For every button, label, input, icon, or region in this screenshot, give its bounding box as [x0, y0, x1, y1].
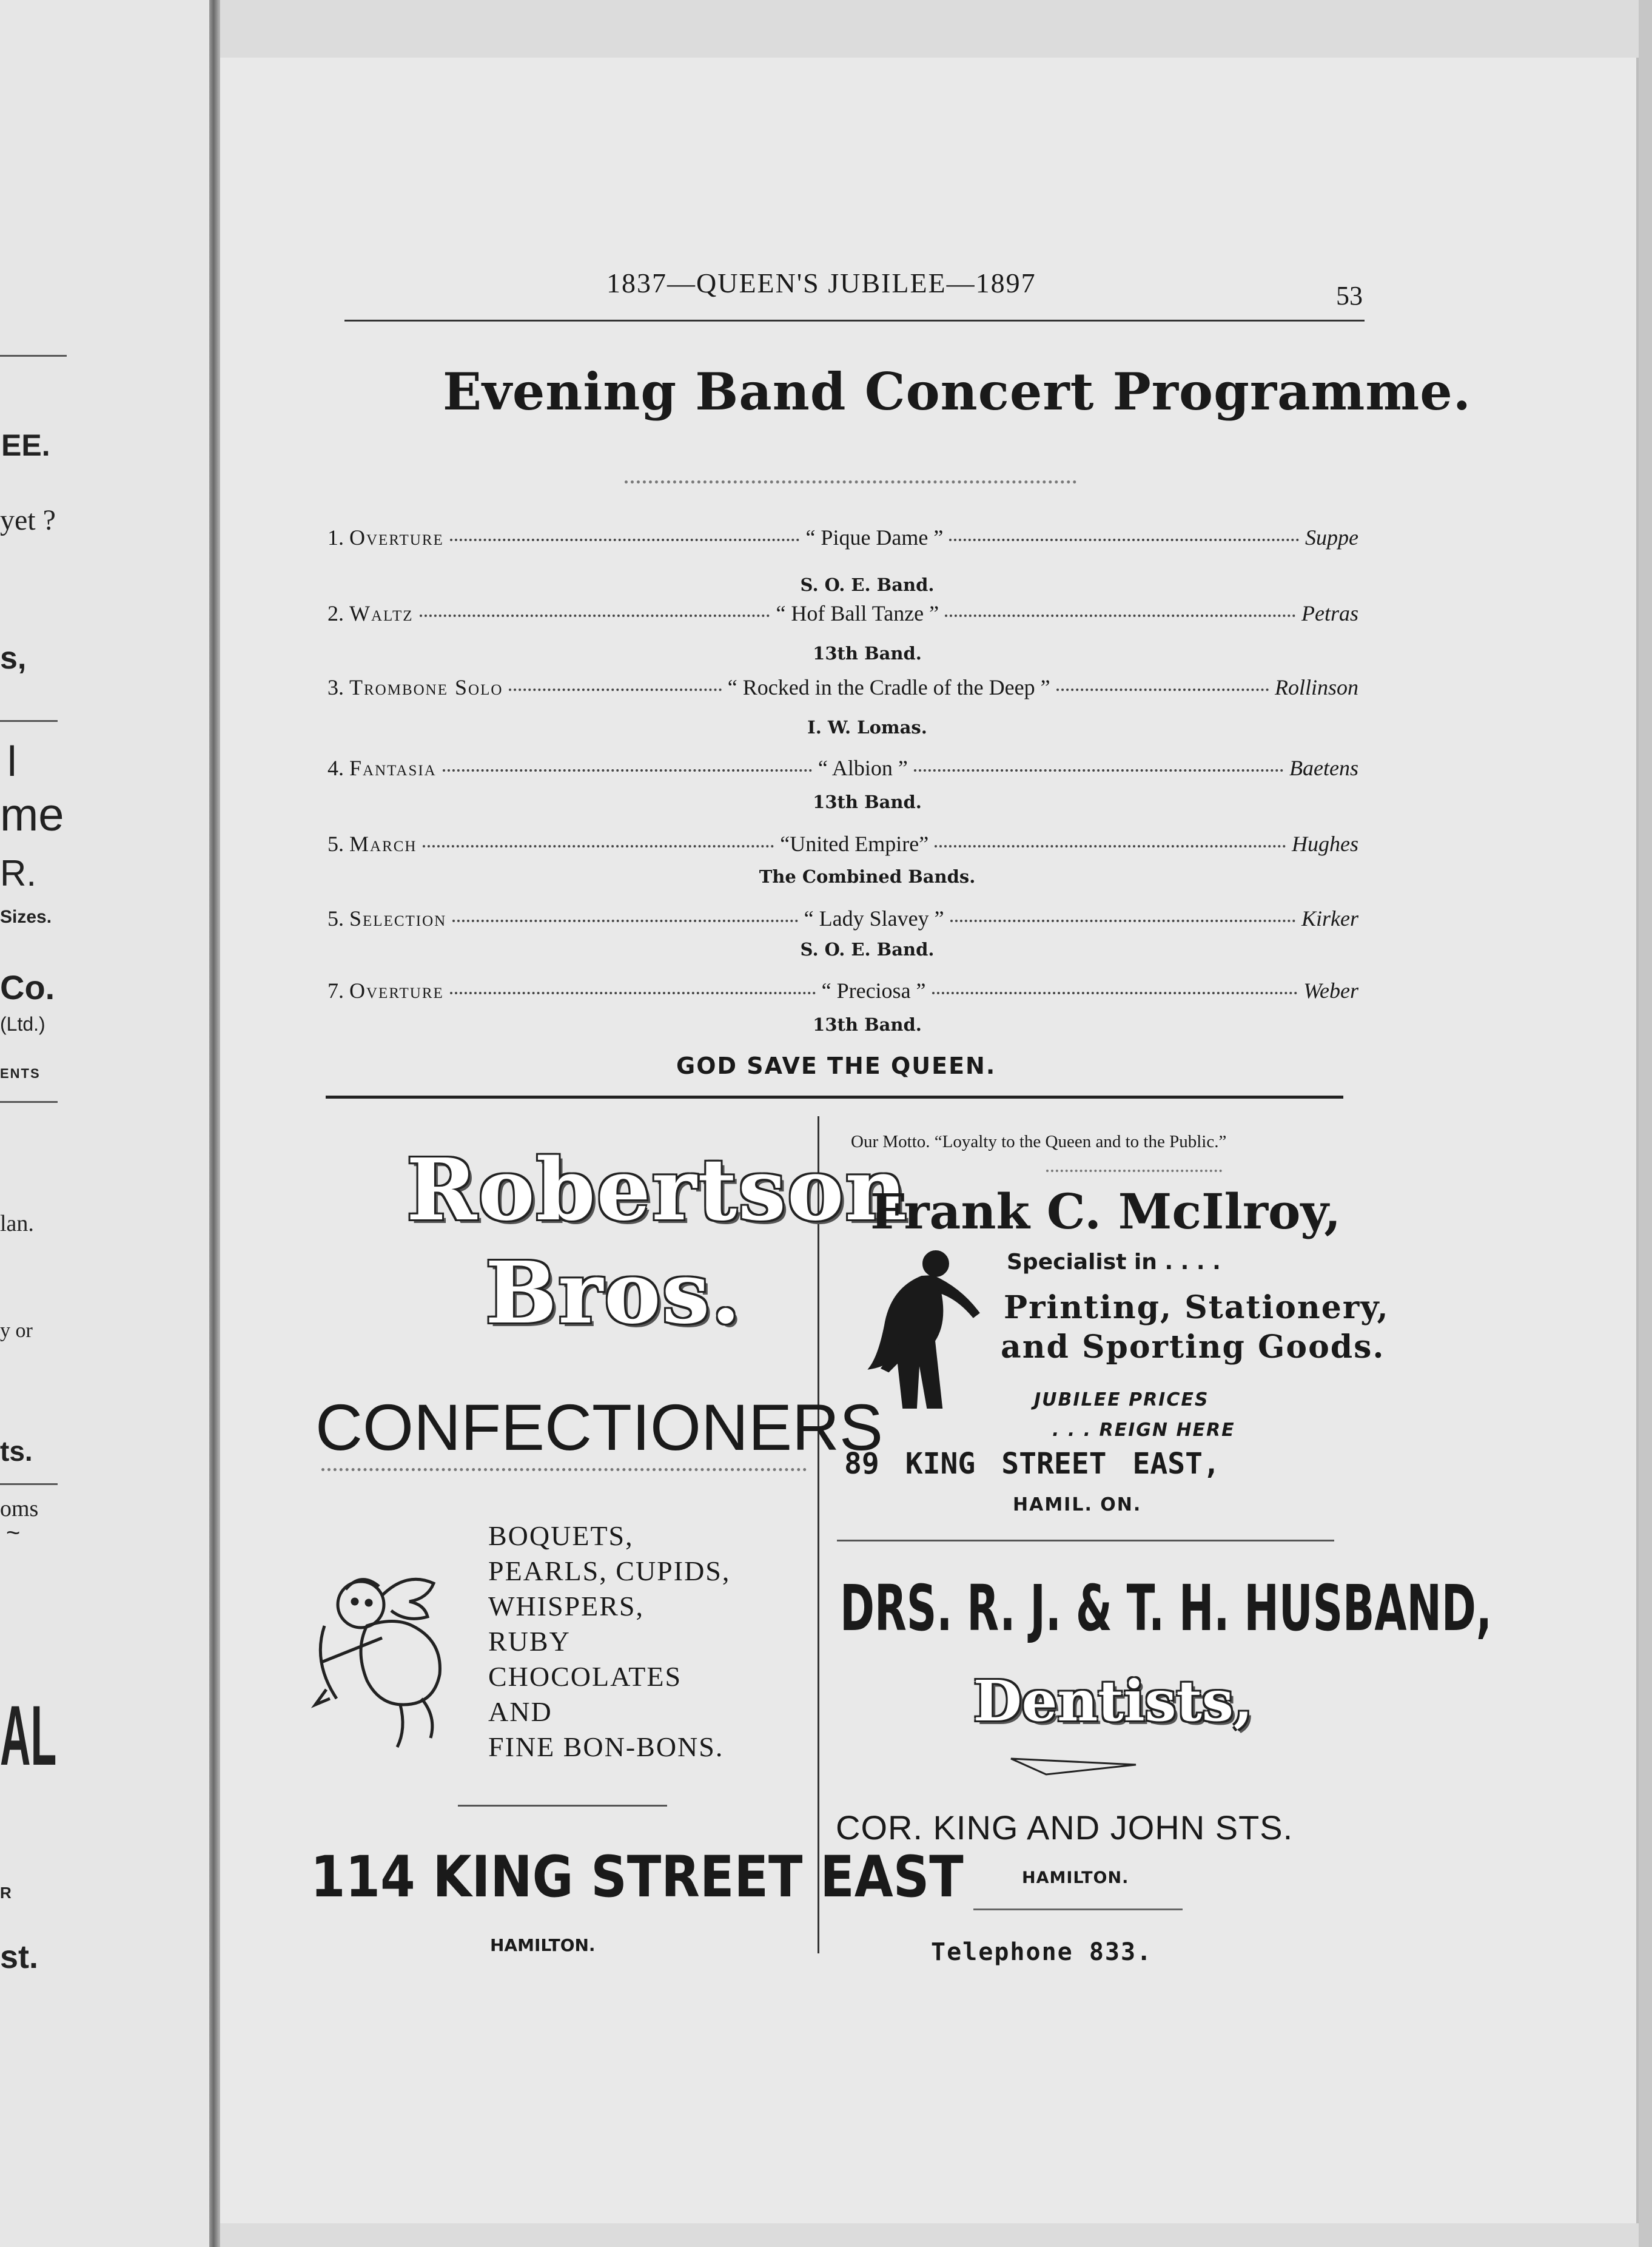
prices-line: . . . REIGN HERE — [1052, 1420, 1235, 1441]
dot-leader — [932, 992, 1298, 994]
section-rule — [458, 1805, 667, 1807]
goods-line: Printing, Stationery, — [1004, 1289, 1389, 1326]
scan-edge — [1639, 0, 1652, 2247]
advertiser-profession: Dentists, — [973, 1668, 1253, 1734]
left-fragment: ENTS — [0, 1066, 41, 1081]
item-piece: “ Preciosa ” — [821, 979, 926, 1003]
item-performer: 13th Band. — [813, 643, 922, 664]
dotted-divider — [1046, 1170, 1222, 1172]
item-number: 3. — [327, 675, 344, 699]
left-rule — [0, 1101, 58, 1103]
specialist-label: Specialist in . . . . — [1007, 1250, 1221, 1275]
left-fragment: Co. — [0, 968, 55, 1006]
programme-item — [327, 755, 1358, 781]
goods-line: PEARLS, CUPIDS, — [488, 1555, 731, 1586]
item-number: 5. — [327, 906, 344, 931]
header-rule — [344, 320, 1365, 322]
left-rule — [0, 720, 58, 722]
programme-item — [327, 831, 1358, 857]
advertiser-address: 89 KING STREET EAST, — [844, 1447, 1220, 1481]
item-number: 7. — [327, 979, 344, 1003]
dotted-divider — [321, 1468, 807, 1471]
advertiser-name: Robertson — [406, 1140, 908, 1240]
dot-leader — [1056, 689, 1269, 691]
item-piece: “ Pique Dame ” — [805, 525, 944, 550]
dot-leader — [935, 845, 1286, 847]
item-number: 1. — [327, 525, 344, 550]
left-rule — [0, 1483, 58, 1485]
item-category: Selection — [349, 906, 447, 931]
item-composer: Rollinson — [1274, 675, 1358, 699]
left-fragment: lan. — [0, 1211, 34, 1236]
item-performer: 13th Band. — [813, 792, 922, 812]
programme-item — [327, 525, 1358, 550]
left-fragment: s, — [0, 641, 27, 676]
left-fragment: (Ltd.) — [0, 1013, 45, 1035]
item-category: Overture — [349, 525, 444, 550]
prices-line: JUBILEE PRICES — [1034, 1389, 1209, 1410]
item-number: 4. — [327, 756, 344, 780]
item-piece: “ Hof Ball Tanze ” — [776, 601, 939, 625]
goods-line: CHOCOLATES — [488, 1661, 682, 1692]
advertiser-name: DRS. R. J. & T. H. HUSBAND, — [840, 1571, 1492, 1645]
goods-line: WHISPERS, — [488, 1591, 644, 1622]
page-number: 53 — [1336, 281, 1363, 311]
dot-leader — [443, 769, 812, 772]
left-fragment: yet ? — [0, 504, 56, 536]
left-fragment: oms — [0, 1496, 39, 1521]
goods-line: and Sporting Goods. — [1001, 1329, 1385, 1366]
item-composer: Weber — [1303, 979, 1359, 1003]
item-number: 5. — [327, 832, 344, 856]
programme-title: Evening Band Concert Programme. — [443, 362, 1471, 422]
left-fragment: me — [0, 789, 64, 841]
left-fragment: ts. — [0, 1435, 33, 1467]
advertiser-city: HAMILTON. — [1022, 1868, 1129, 1887]
dot-leader — [945, 615, 1295, 617]
item-category: March — [349, 832, 417, 856]
item-composer: Baetens — [1289, 756, 1359, 780]
goods-line: AND — [488, 1696, 552, 1727]
left-fragment: Sizes. — [0, 907, 52, 927]
goods-line: FINE BON-BONS. — [488, 1731, 724, 1762]
dot-leader — [950, 920, 1295, 922]
advertiser-name: Bros. — [485, 1244, 742, 1343]
motto: Our Motto. “Loyalty to the Queen and to the Public.” — [851, 1132, 1227, 1151]
dot-leader — [914, 769, 1283, 772]
left-fragment: ~ — [6, 1520, 21, 1546]
dot-leader — [420, 615, 770, 617]
item-category: Overture — [349, 979, 444, 1003]
item-number: 2. — [327, 601, 344, 625]
flourish-ornament — [1010, 1756, 1137, 1777]
dotted-divider — [625, 480, 1076, 483]
closing-line: GOD SAVE THE QUEEN. — [676, 1053, 996, 1079]
telephone: Telephone 833. — [931, 1938, 1153, 1966]
section-rule — [326, 1096, 1343, 1099]
dot-leader — [949, 539, 1299, 541]
advertiser-trade: CONFECTIONERS — [315, 1390, 884, 1464]
section-rule — [837, 1540, 1334, 1541]
column-divider — [818, 1116, 819, 1953]
goods-line: BOQUETS, — [488, 1520, 634, 1551]
item-category: Waltz — [349, 601, 414, 625]
programme-item — [327, 978, 1358, 1003]
dot-leader — [450, 992, 816, 994]
item-composer: Petras — [1301, 601, 1359, 625]
item-performer: S. O. E. Band. — [800, 574, 935, 595]
item-performer: S. O. E. Band. — [800, 939, 935, 960]
programme-item — [327, 906, 1358, 931]
item-performer: The Combined Bands. — [759, 866, 976, 887]
left-fragment: y or — [0, 1319, 33, 1342]
left-fragment: R — [0, 1884, 12, 1902]
item-composer: Hughes — [1292, 832, 1358, 856]
item-piece: “ Rocked in the Cradle of the Deep ” — [727, 675, 1050, 699]
advertiser-city: HAMIL. ON. — [1013, 1494, 1142, 1515]
item-composer: Suppe — [1305, 525, 1358, 550]
advertiser-city: HAMILTON. — [490, 1935, 596, 1955]
dot-leader — [450, 539, 800, 541]
item-category: Trombone Solo — [349, 675, 503, 699]
advertiser-name: Frank C. McIlroy, — [870, 1183, 1341, 1240]
programme-item — [327, 601, 1358, 626]
advertiser-address: 114 KING STREET EAST — [311, 1844, 964, 1910]
advertiser-address: COR. KING AND JOHN STS. — [836, 1808, 1294, 1847]
section-rule — [973, 1908, 1183, 1910]
item-piece: “ Lady Slavey ” — [804, 906, 944, 931]
left-fragment: R. — [0, 853, 36, 894]
dot-leader — [423, 845, 774, 847]
dot-leader — [509, 689, 721, 691]
goods-line: RUBY — [488, 1626, 571, 1657]
bowing-man-illustration — [864, 1247, 992, 1420]
left-fragment: AL — [0, 1688, 57, 1783]
programme-item — [327, 675, 1358, 700]
facing-page — [0, 0, 209, 2247]
left-rule — [0, 355, 67, 357]
left-fragment: l — [7, 738, 17, 785]
left-fragment: st. — [0, 1939, 39, 1975]
running-header: 1837—QUEEN'S JUBILEE—1897 — [606, 268, 1036, 298]
dot-leader — [452, 920, 797, 922]
item-piece: “United Empire” — [780, 832, 929, 856]
item-performer: I. W. Lomas. — [807, 717, 927, 738]
cupid-illustration — [309, 1559, 467, 1753]
item-piece: “ Albion ” — [818, 756, 908, 780]
item-performer: 13th Band. — [813, 1014, 922, 1035]
item-category: Fantasia — [349, 756, 437, 780]
item-composer: Kirker — [1301, 906, 1358, 931]
left-fragment: EE. — [1, 428, 50, 462]
book-gutter — [209, 0, 220, 2247]
